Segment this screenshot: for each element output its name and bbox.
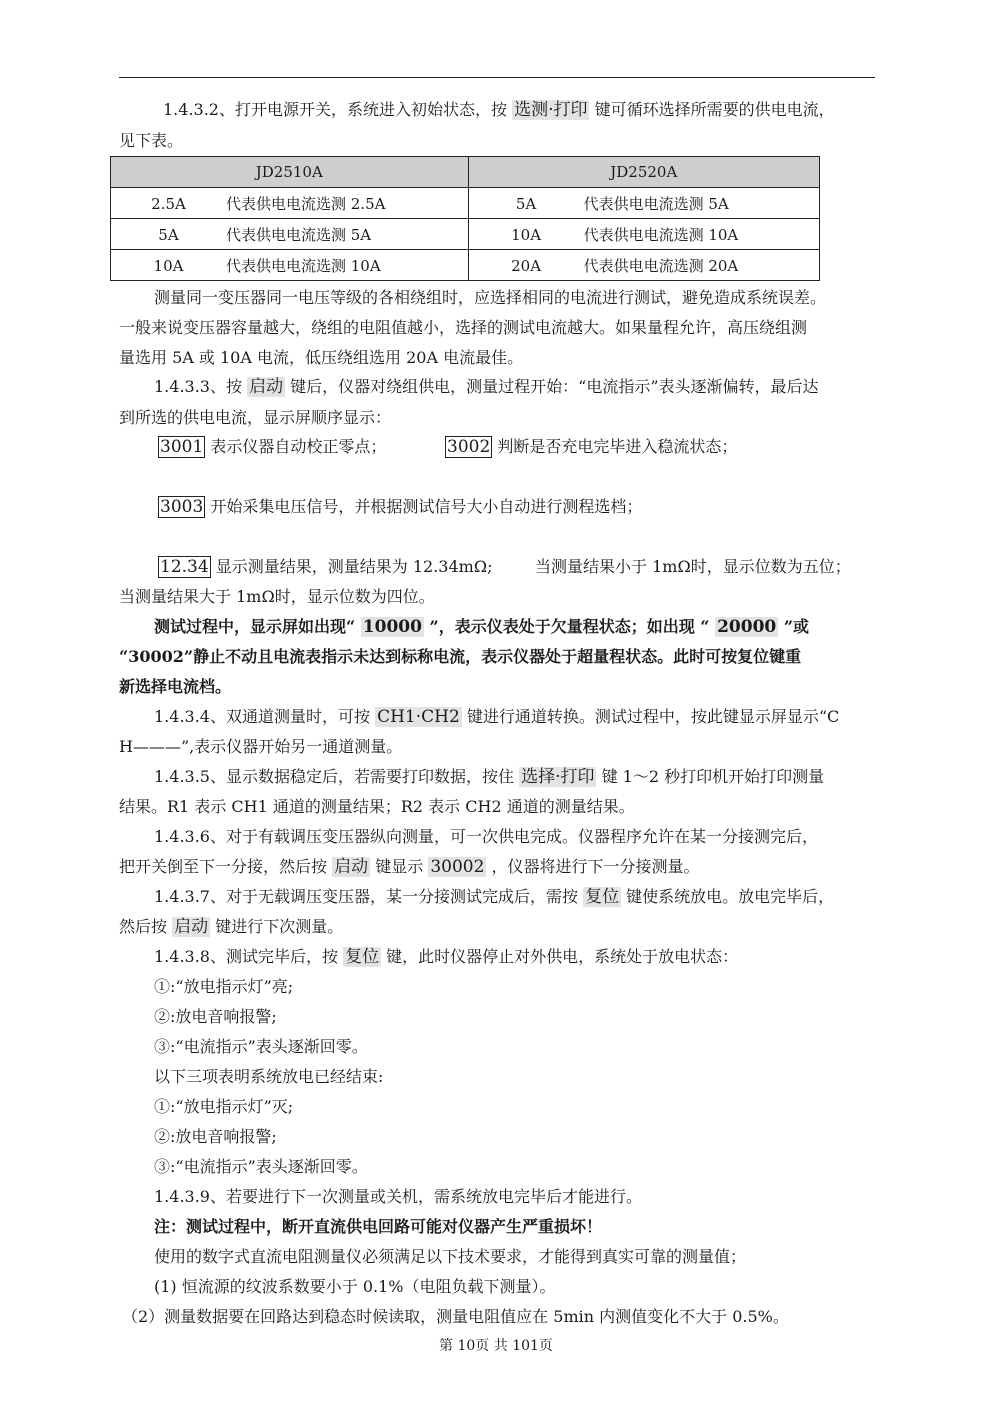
warning-line: 新选择电流档。 xyxy=(119,677,232,696)
display-code-row: 3001 表示仪器自动校正零点； xyxy=(160,437,387,457)
list-item: ③:“电流指示”表头逐渐回零。 xyxy=(154,1037,368,1056)
text-line: 以下三项表明系统放电已经结束: xyxy=(154,1067,384,1086)
display-code: 30002 xyxy=(430,857,485,877)
warning-line: “30002”静止不动且电流表指示未达到标称电流，表示仪器处于超量程状态。此时可按复位键重 xyxy=(119,647,802,666)
table-row: 2.5A 代表供电电流选测 2.5A 5A 代表供电电流选测 5A xyxy=(111,188,820,219)
list-item: （2）测量数据要在回路达到稳态时候读取，测量电阻值应在 5min 内测值变化不大于 0.5%。 xyxy=(122,1307,789,1326)
display-code: 3003 xyxy=(160,497,204,517)
reset-key: 复位 xyxy=(345,947,380,967)
display-code: 20000 xyxy=(717,617,777,637)
text-line: 当测量结果小于 1mΩ时，显示位数为五位； xyxy=(535,557,851,576)
list-item: ③:“电流指示”表头逐渐回零。 xyxy=(154,1157,368,1176)
select-print-key: 选择·打印 xyxy=(521,767,595,787)
text-line: 把开关倒至下一分接，然后按 启动 键显示 30002 ，仪器将进行下一分接测量。 xyxy=(119,857,700,877)
display-code-row: 3003 开始采集电压信号，并根据测试信号大小自动进行测程选档； xyxy=(160,497,643,517)
text-line: 量选用 5A 或 10A 电流，低压绕组选用 20A 电流最佳。 xyxy=(119,348,524,367)
current-table xyxy=(110,156,820,281)
display-code: 12.34 xyxy=(160,557,209,577)
list-item: ②:放电音响报警; xyxy=(154,1127,277,1146)
table-row: 10A 代表供电电流选测 10A 20A 代表供电电流选测 20A xyxy=(111,250,820,281)
text-line: 见下表。 xyxy=(119,131,184,150)
start-key: 启动 xyxy=(334,857,369,877)
section-1-4-3-9: 1.4.3.9、若要进行下一次测量或关机，需系统放电完毕后才能进行。 xyxy=(154,1187,642,1206)
warning-line: 测试过程中，显示屏如出现“ 10000 ”，表示仪表处于欠量程状态；如出现 “ 20000 ”或 xyxy=(154,617,810,637)
table-header-jd2510a: JD2510A xyxy=(111,157,469,188)
text-line: 到所选的供电电流，显示屏顺序显示： xyxy=(119,408,392,427)
list-item: ①:“放电指示灯”亮; xyxy=(154,977,294,996)
text-line: 一般来说变压器容量越大，绕组的电阻值越小，选择的测试电流越大。如果量程允许，高压绕组测 xyxy=(119,318,808,337)
table-row: 5A 代表供电电流选测 5A 10A 代表供电电流选测 10A xyxy=(111,219,820,250)
section-1-4-3-2: 1.4.3.2、打开电源开关，系统进入初始状态，按 选测·打印 键可循环选择所需要的供电电流， xyxy=(163,100,835,120)
text-line: 测量同一变压器同一电压等级的各相绕组时，应选择相同的电流进行测试，避免造成系统误差。 xyxy=(154,288,827,307)
section-1-4-3-3: 1.4.3.3、按 启动 键后，仪器对绕组供电，测量过程开始：“电流指示”表头逐渐偏转，最后达 xyxy=(154,377,819,397)
text-line: H———”,表示仪器开始另一通道测量。 xyxy=(119,737,403,756)
section-1-4-3-4: 1.4.3.4、双通道测量时，可按 CH1·CH2 键进行通道转换。测试过程中，按此键显示屏显示“C xyxy=(154,707,840,727)
ch-switch-key: CH1·CH2 xyxy=(377,707,460,727)
display-code-row: 3002 判断是否充电完毕进入稳流状态； xyxy=(447,437,738,457)
display-code-row: 12.34 显示测量结果，测量结果为 12.34mΩ; xyxy=(160,557,493,577)
select-print-key: 选测·打印 xyxy=(514,100,588,120)
section-1-4-3-5: 1.4.3.5、显示数据稳定后，若需要打印数据，按住 选择·打印 键 1～2 秒打印机开始打印测量 xyxy=(154,767,825,787)
list-item: ①:“放电指示灯”灭; xyxy=(154,1097,294,1116)
start-key: 启动 xyxy=(174,917,209,937)
text-line: 结果。R1 表示 CH1 通道的测量结果；R2 表示 CH2 通道的测量结果。 xyxy=(119,797,635,816)
reset-key: 复位 xyxy=(585,887,620,907)
page-footer: 第 10页 共 101页 xyxy=(439,1338,553,1354)
display-code: 3002 xyxy=(447,437,491,457)
text-line: 使用的数字式直流电阻测量仪必须满足以下技术要求，才能得到真实可靠的测量值； xyxy=(154,1247,747,1266)
section-1-4-3-6: 1.4.3.6、对于有载调压变压器纵向测量，可一次供电完成。仪器程序允许在某一分接测完后， xyxy=(154,827,818,846)
list-item: (1) 恒流源的纹波系数要小于 0.1%（电阻负载下测量）。 xyxy=(154,1277,556,1296)
caution-note: 注：测试过程中，断开直流供电回路可能对仪器产生严重损坏！ xyxy=(154,1217,603,1236)
table-header-jd2520a: JD2520A xyxy=(468,157,819,188)
header-rule xyxy=(119,77,875,78)
text-line: 当测量结果大于 1mΩ时，显示位数为四位。 xyxy=(119,587,435,606)
list-item: ②:放电音响报警; xyxy=(154,1007,277,1026)
display-code: 3001 xyxy=(160,437,204,457)
section-1-4-3-7: 1.4.3.7、对于无载调压变压器，某一分接测试完成后，需按 复位 键使系统放电。放电完毕后， xyxy=(154,887,835,907)
text-line: 然后按 启动 键进行下次测量。 xyxy=(119,917,344,937)
display-code: 10000 xyxy=(362,617,422,637)
start-key: 启动 xyxy=(249,377,284,397)
section-1-4-3-8: 1.4.3.8、测试完毕后，按 复位 键，此时仪器停止对外供电，系统处于放电状态： xyxy=(154,947,739,967)
